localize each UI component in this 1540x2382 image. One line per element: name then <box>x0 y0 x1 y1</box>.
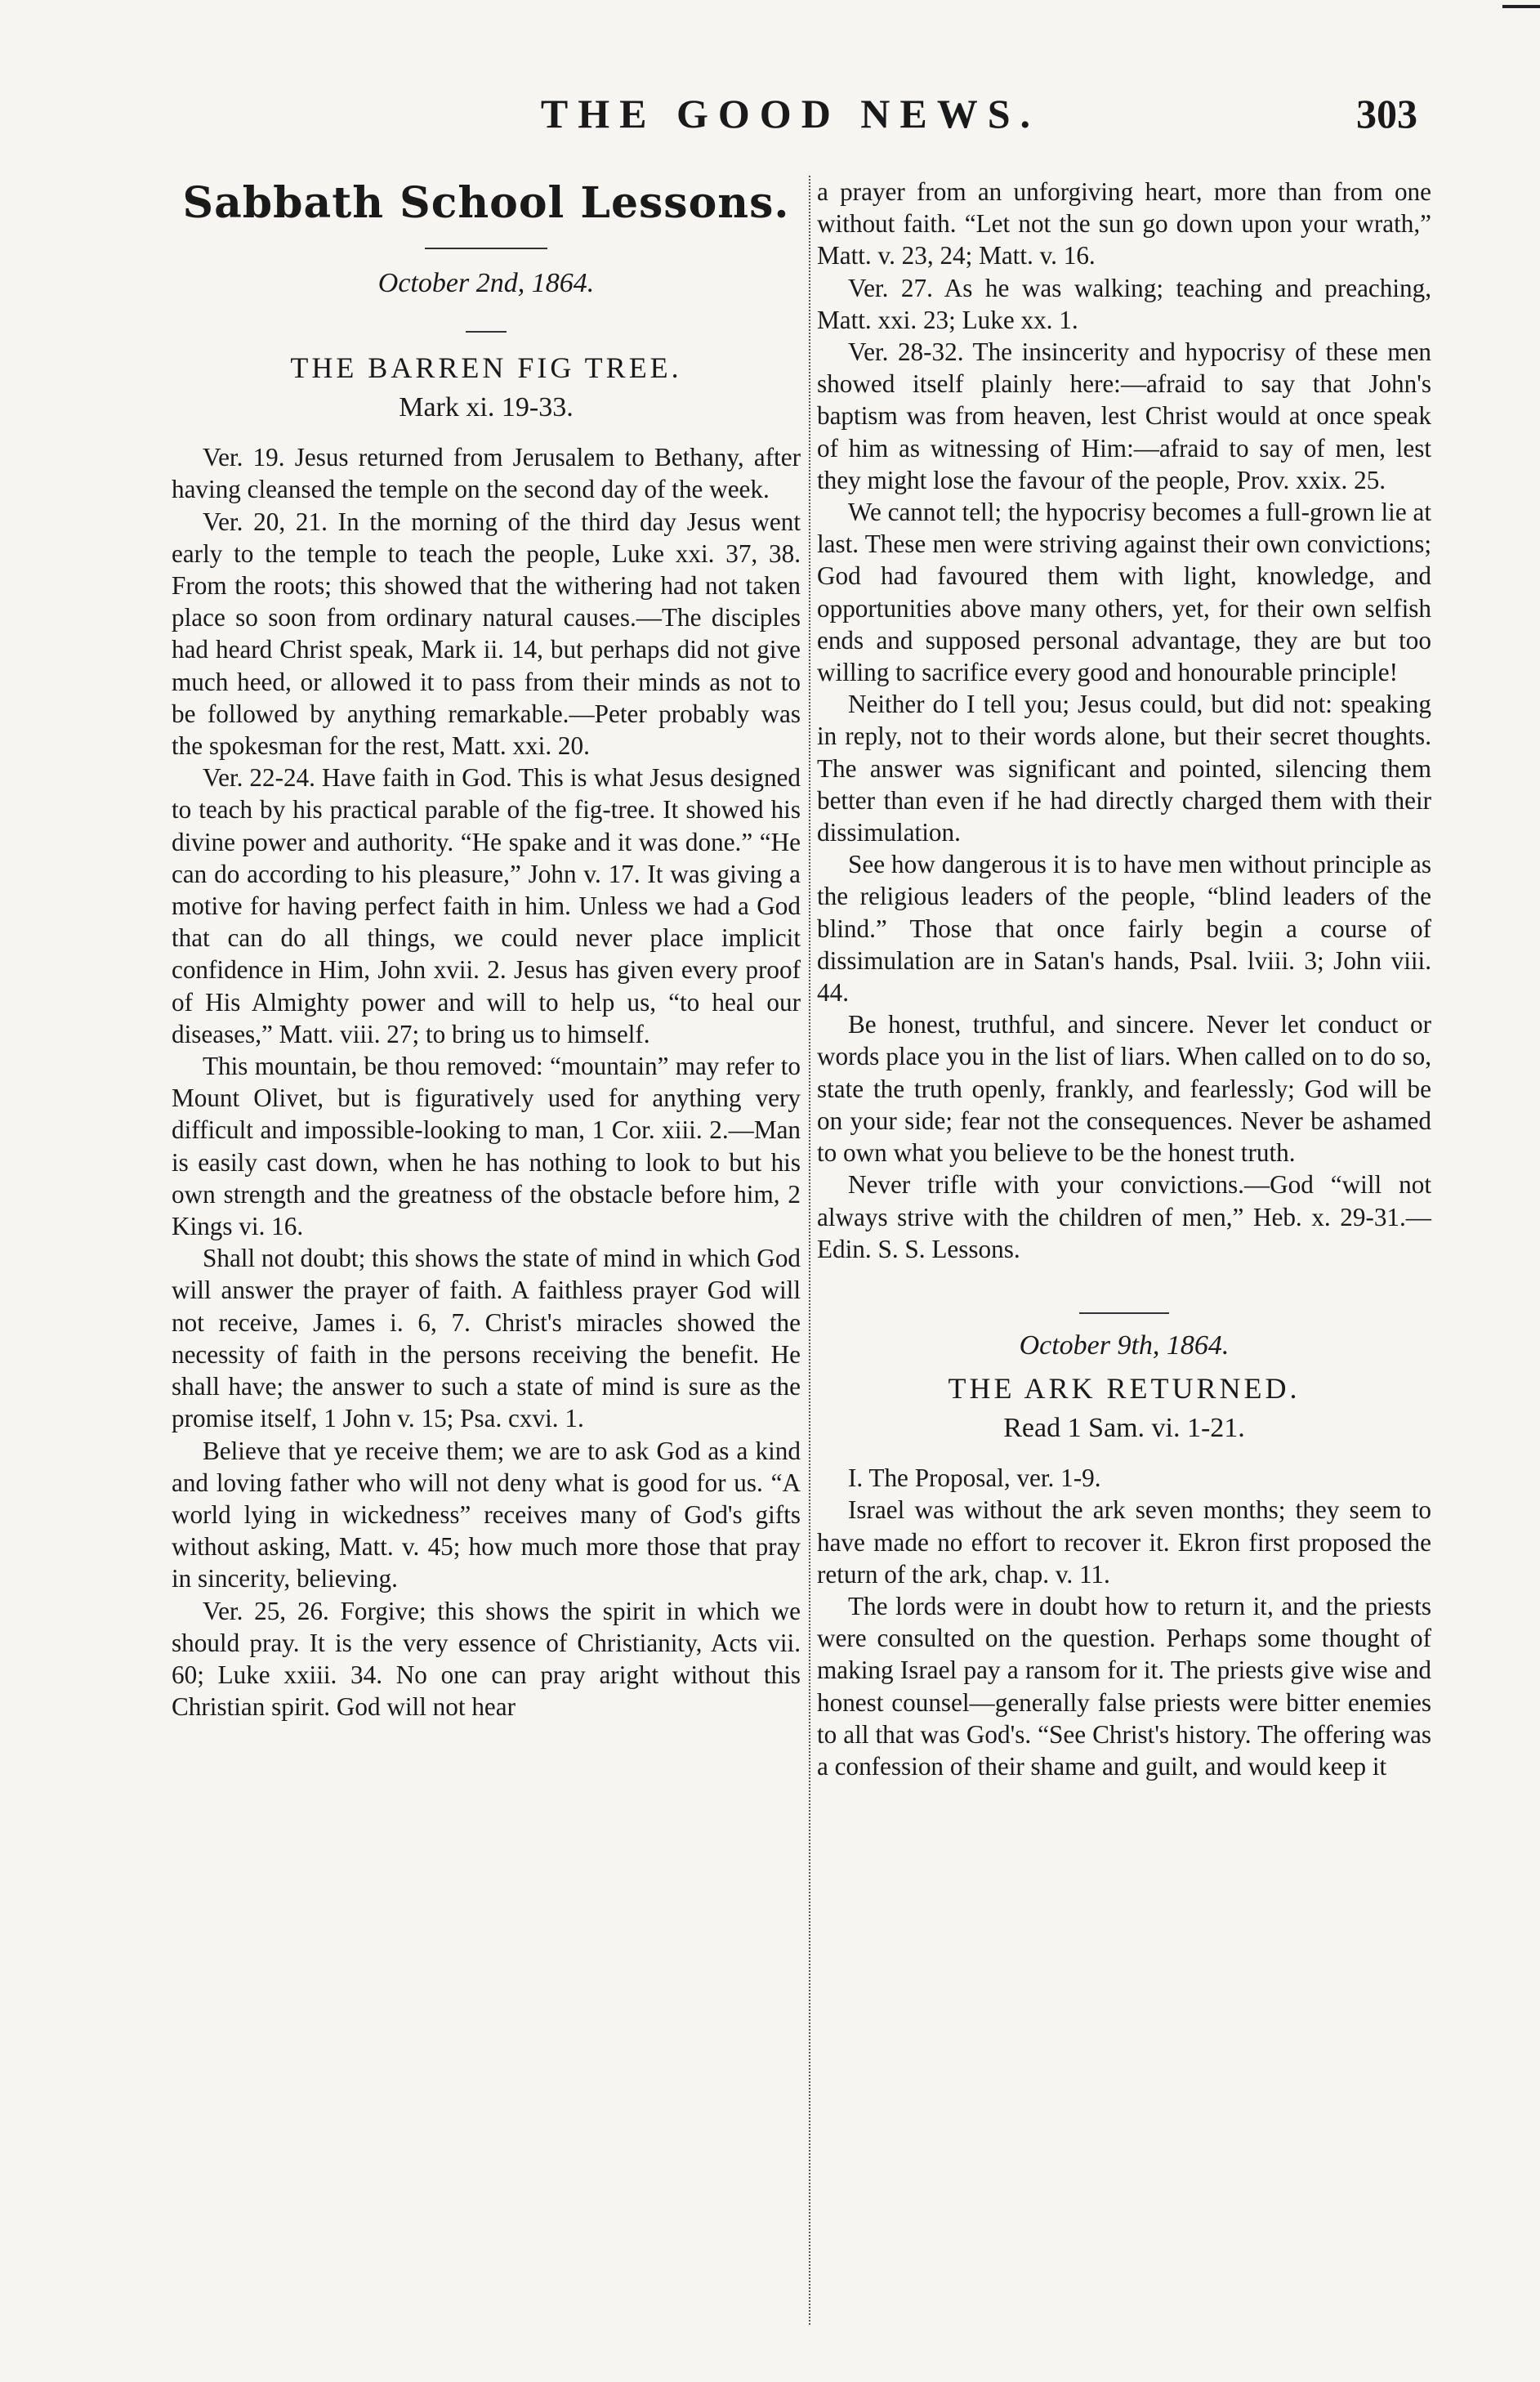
section-rule <box>817 1289 1431 1321</box>
section-title: Sabbath School Lessons. <box>182 178 790 228</box>
left-column <box>172 176 801 1723</box>
scripture-reference: Read 1 Sam. vi. 1-21. <box>1003 1413 1245 1444</box>
paragraph: Ver. 28-32. The insincerity and hypocrisy of these men showed itself plainly here:—afraid to say that John's baptism was from heaven, lest Christ would at once speak of him as witnessing of Him:—afraid to say of men, lest they might lose the favour of the people, Prov. xxix. 25. <box>817 337 1431 494</box>
paragraph: The lords were in doubt how to return it, and the priests were consulted on the question. Perhaps some thought of making Israel pay a ransom for it. The priests give wise and honest counsel—generally false priests were bitter enemies to all that was God's. “See Christ's history. The offering was a confession of their shame and guilt, and would keep it <box>817 1591 1431 1781</box>
paragraph: Ver. 27. As he was walking; teaching and preaching, Matt. xxi. 23; Luke xx. 1. <box>817 273 1431 334</box>
corner-ink-mark <box>1502 5 1540 8</box>
paragraph: Israel was without the ark seven months; they seem to have made no effort to recover it. Ekron first proposed the return of the ark, chap. v. 11. <box>817 1495 1431 1589</box>
running-head <box>163 90 1417 147</box>
page-number: 303 <box>1356 91 1417 136</box>
paragraph: Ver. 19. Jesus returned from Jerusalem to Bethany, after having cleansed the temple on the second day of the week. <box>172 443 801 504</box>
paragraph-continued: a prayer from an unforgiving heart, more than from one without faith. “Let not the sun go down upon your wrath,” Matt. v. 23, 24; Matt. v. 16. <box>817 177 1431 270</box>
paragraph: Ver. 25, 26. Forgive; this shows the spirit in which we should pray. It is the very essence of Christianity, Acts vii. 60; Luke xxiii. 34. No one can pray aright without this Christian spirit. God will not hear <box>172 1596 801 1722</box>
paragraph: Neither do I tell you; Jesus could, but did not: speaking in reply, not to their words alone, but their secret thoughts. The answer was significant and pointed, silencing them better than even if he had directly charged them with their dissimulation. <box>817 690 1431 847</box>
right-column <box>817 176 1431 1782</box>
ornament-divider <box>172 239 801 256</box>
running-title: THE GOOD NEWS. <box>540 91 1041 136</box>
paragraph: Never trifle with your convictions.—God “will not always strive with the children of men,” Heb. x. 29-31.—Edin. S. S. Lessons. <box>817 1170 1431 1263</box>
subheading: I. The Proposal, ver. 1-9. <box>848 1464 1101 1493</box>
paragraph: We cannot tell; the hypocrisy becomes a full-grown lie at last. These men were striving against their own convictions; God had favoured them with light, knowledge, and opportunities above many others, yet, for their own selfish ends and supposed personal advantage, they are but too willing to sacrifice every good and honourable principle! <box>817 498 1431 687</box>
paragraph: Shall not doubt; this shows the state of mind in which God will answer the prayer of faith. A faithless prayer God will not receive, James i. 6, 7. Christ's miracles showed the necessity of faith in the persons receiving the benefit. He shall have; the answer to such a state of mind is sure as the promise itself, 1 John v. 15; Psa. cxvi. 1. <box>172 1244 801 1433</box>
paragraph: Ver. 20, 21. In the morning of the third day Jesus went early to the temple to teach the people, Luke xxi. 37, 38. From the roots; this showed that the withering had not taken place so soon from ordinary natural causes.—The disciples had heard Christ speak, Mark ii. 14, but perhaps did not give much heed, or allowed it to pass from their minds as not to be followed by anything remarkable.—Peter probably was the spokesman for the rest, Matt. xxi. 20. <box>172 507 801 761</box>
paragraph: Believe that ye receive them; we are to ask God as a kind and loving father who will not deny what is good for us. “A world lying in wickedness” receives many of God's gifts without asking, Matt. v. 45; how much more those that pray in sincerity, believing. <box>172 1436 801 1593</box>
lesson-title: THE ARK RETURNED. <box>948 1372 1301 1406</box>
paragraph: This mountain, be thou removed: “mountain” may refer to Mount Olivet, but is figuratively used for anything very difficult and impossible-looking to man, 1 Cor. xiii. 2.—Man is easily cast down, when he has nothing to look to but his own strength and the greatness of the obstacle before him, 2 Kings vi. 16. <box>172 1052 801 1241</box>
lesson-date: October 9th, 1864. <box>1019 1330 1230 1361</box>
paragraph: See how dangerous it is to have men without principle as the religious leaders of the people, “blind leaders of the blind.” Those that once fairly begin a course of dissimulation are in Satan's hands, Psal. lviii. 3; John viii. 44. <box>817 850 1431 1008</box>
lesson-title: THE BARREN FIG TREE. <box>290 351 682 385</box>
paragraph: Be honest, truthful, and sincere. Never let conduct or words place you in the list of liars. When called on to do so, state the truth openly, frankly, and fearlessly; God will be on your side; fear not the consequences. Never be ashamed to own what you believe to be the honest truth. <box>817 1010 1431 1168</box>
column-divider <box>809 176 810 2325</box>
short-rule <box>172 308 801 340</box>
lesson-date: October 2nd, 1864. <box>377 268 595 298</box>
scripture-reference: Mark xi. 19-33. <box>399 392 574 423</box>
paragraph: Ver. 22-24. Have faith in God. This is what Jesus designed to teach by his practical parable of the fig-tree. It showed his divine power and authority. “He spake and it was done.” “He can do according to his pleasure,” John v. 17. It was giving a motive for having perfect faith in him. Unless we had a God that can do all things, we could never place implicit confidence in Him, John xvii. 2. Jesus has given every proof of His Almighty power and will to help us, “to heal our diseases,” Matt. viii. 27; to bring us to himself. <box>172 763 801 1048</box>
